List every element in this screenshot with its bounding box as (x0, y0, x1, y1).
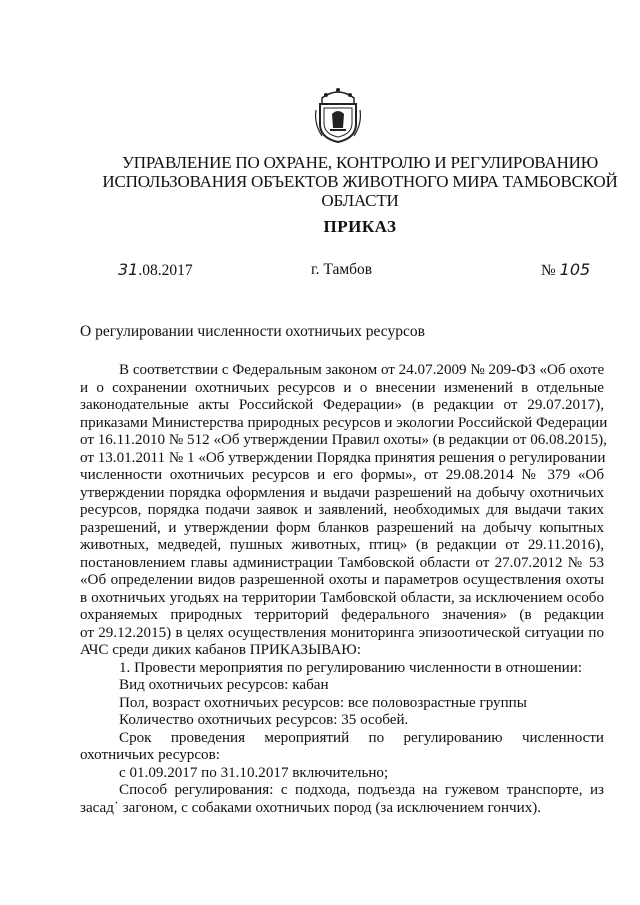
item-line: охотничьих ресурсов: (80, 747, 220, 763)
item-line: засад˙ загоном, с собаками охотничьих пород (за исключением гончих). (80, 799, 542, 816)
organization-name-line2: ИСПОЛЬЗОВАНИЯ ОБЪЕКТОВ ЖИВОТНОГО МИРА ТАМБОВСКОЙ ОБЛАСТИ (102, 172, 618, 210)
order-number (541, 260, 590, 281)
body-line: от 29.12.2015) в целях осуществления мониторинга эпизоотической ситуации по (80, 624, 604, 641)
body-line: ресурсов, порядка подачи заявок и заявлений, необходимых для выдачи таких (80, 502, 604, 518)
body-line: приказами Министерства природных ресурсов и экологии Российской Федерации (80, 414, 608, 431)
body-line: утверждении порядка оформления и выдачи разрешений на добычу охотничьих (80, 484, 604, 501)
item-line: Вид охотничьих ресурсов: кабан (119, 677, 329, 693)
body-line: В соответствии с Федеральным законом от 24.07.2009 № 209-ФЗ «Об охоте (119, 362, 605, 378)
body-line: животных, медведей, пушных животных, птиц» (в редакции от 29.11.2016), (80, 537, 604, 553)
body-line: охраняемых природных территорий федерального значения» (в редакции (80, 607, 604, 623)
item-line: Способ регулирования: с подхода, подъезда на гужевом транспорте, из (119, 782, 604, 798)
body-line: законодательные акты Российской Федерации» (в редакции от 29.07.2017), (80, 397, 604, 413)
body-line: в охотничьих угодьях на территории Тамбовской области, за исключением особо (80, 589, 604, 606)
handwritten-day: 31 (118, 260, 139, 279)
body-line: от 13.01.2011 № 1 «Об утверждении Порядка принятия решения о регулировании (80, 449, 606, 466)
coat-of-arms-icon (312, 84, 364, 144)
order-city: г. Тамбов (311, 261, 373, 278)
date-month-year: .08.2017 (138, 262, 193, 279)
body-line: разрешений, и утверждении форм бланков разрешений на добычу копытных (80, 519, 604, 536)
handwritten-number: 105 (559, 260, 591, 279)
document-title: ПРИКАЗ (323, 217, 397, 236)
body-line: численности охотничьих ресурсов и его формы», от 29.08.2014 № 379 «Об (80, 467, 604, 483)
order-subject: О регулировании численности охотничьих ресурсов (80, 323, 425, 340)
item-line: Срок проведения мероприятий по регулированию численности (119, 729, 604, 746)
item-line: 1. Провести мероприятия по регулированию численности в отношении: (119, 659, 583, 676)
body-line: постановлением главы администрации Тамбовской области от 27.07.2012 № 53 (80, 554, 604, 571)
item-line: с 01.09.2017 по 31.10.2017 включительно; (119, 764, 389, 781)
body-line: и о сохранении охотничьих ресурсов и о внесении изменений в отдельные (80, 379, 604, 396)
order-body (80, 362, 608, 817)
order-date (118, 260, 193, 281)
number-label: № (541, 262, 556, 279)
body-line: АЧС среди диких кабанов ПРИКАЗЫВАЮ: (80, 642, 361, 658)
body-line: от 16.11.2010 № 512 «Об утверждении Правил охоты» (в редакции от 06.08.2015), (80, 432, 607, 448)
item-line: Пол, возраст охотничьих ресурсов: все половозрастные группы (119, 694, 527, 711)
organization-name-line1: УПРАВЛЕНИЕ ПО ОХРАНЕ, КОНТРОЛЮ И РЕГУЛИРОВАНИЮ (121, 153, 599, 172)
body-line: «Об определении видов разрешенной охоты и параметров осуществления охоты (80, 572, 604, 588)
item-line: Количество охотничьих ресурсов: 35 особей. (119, 712, 409, 728)
